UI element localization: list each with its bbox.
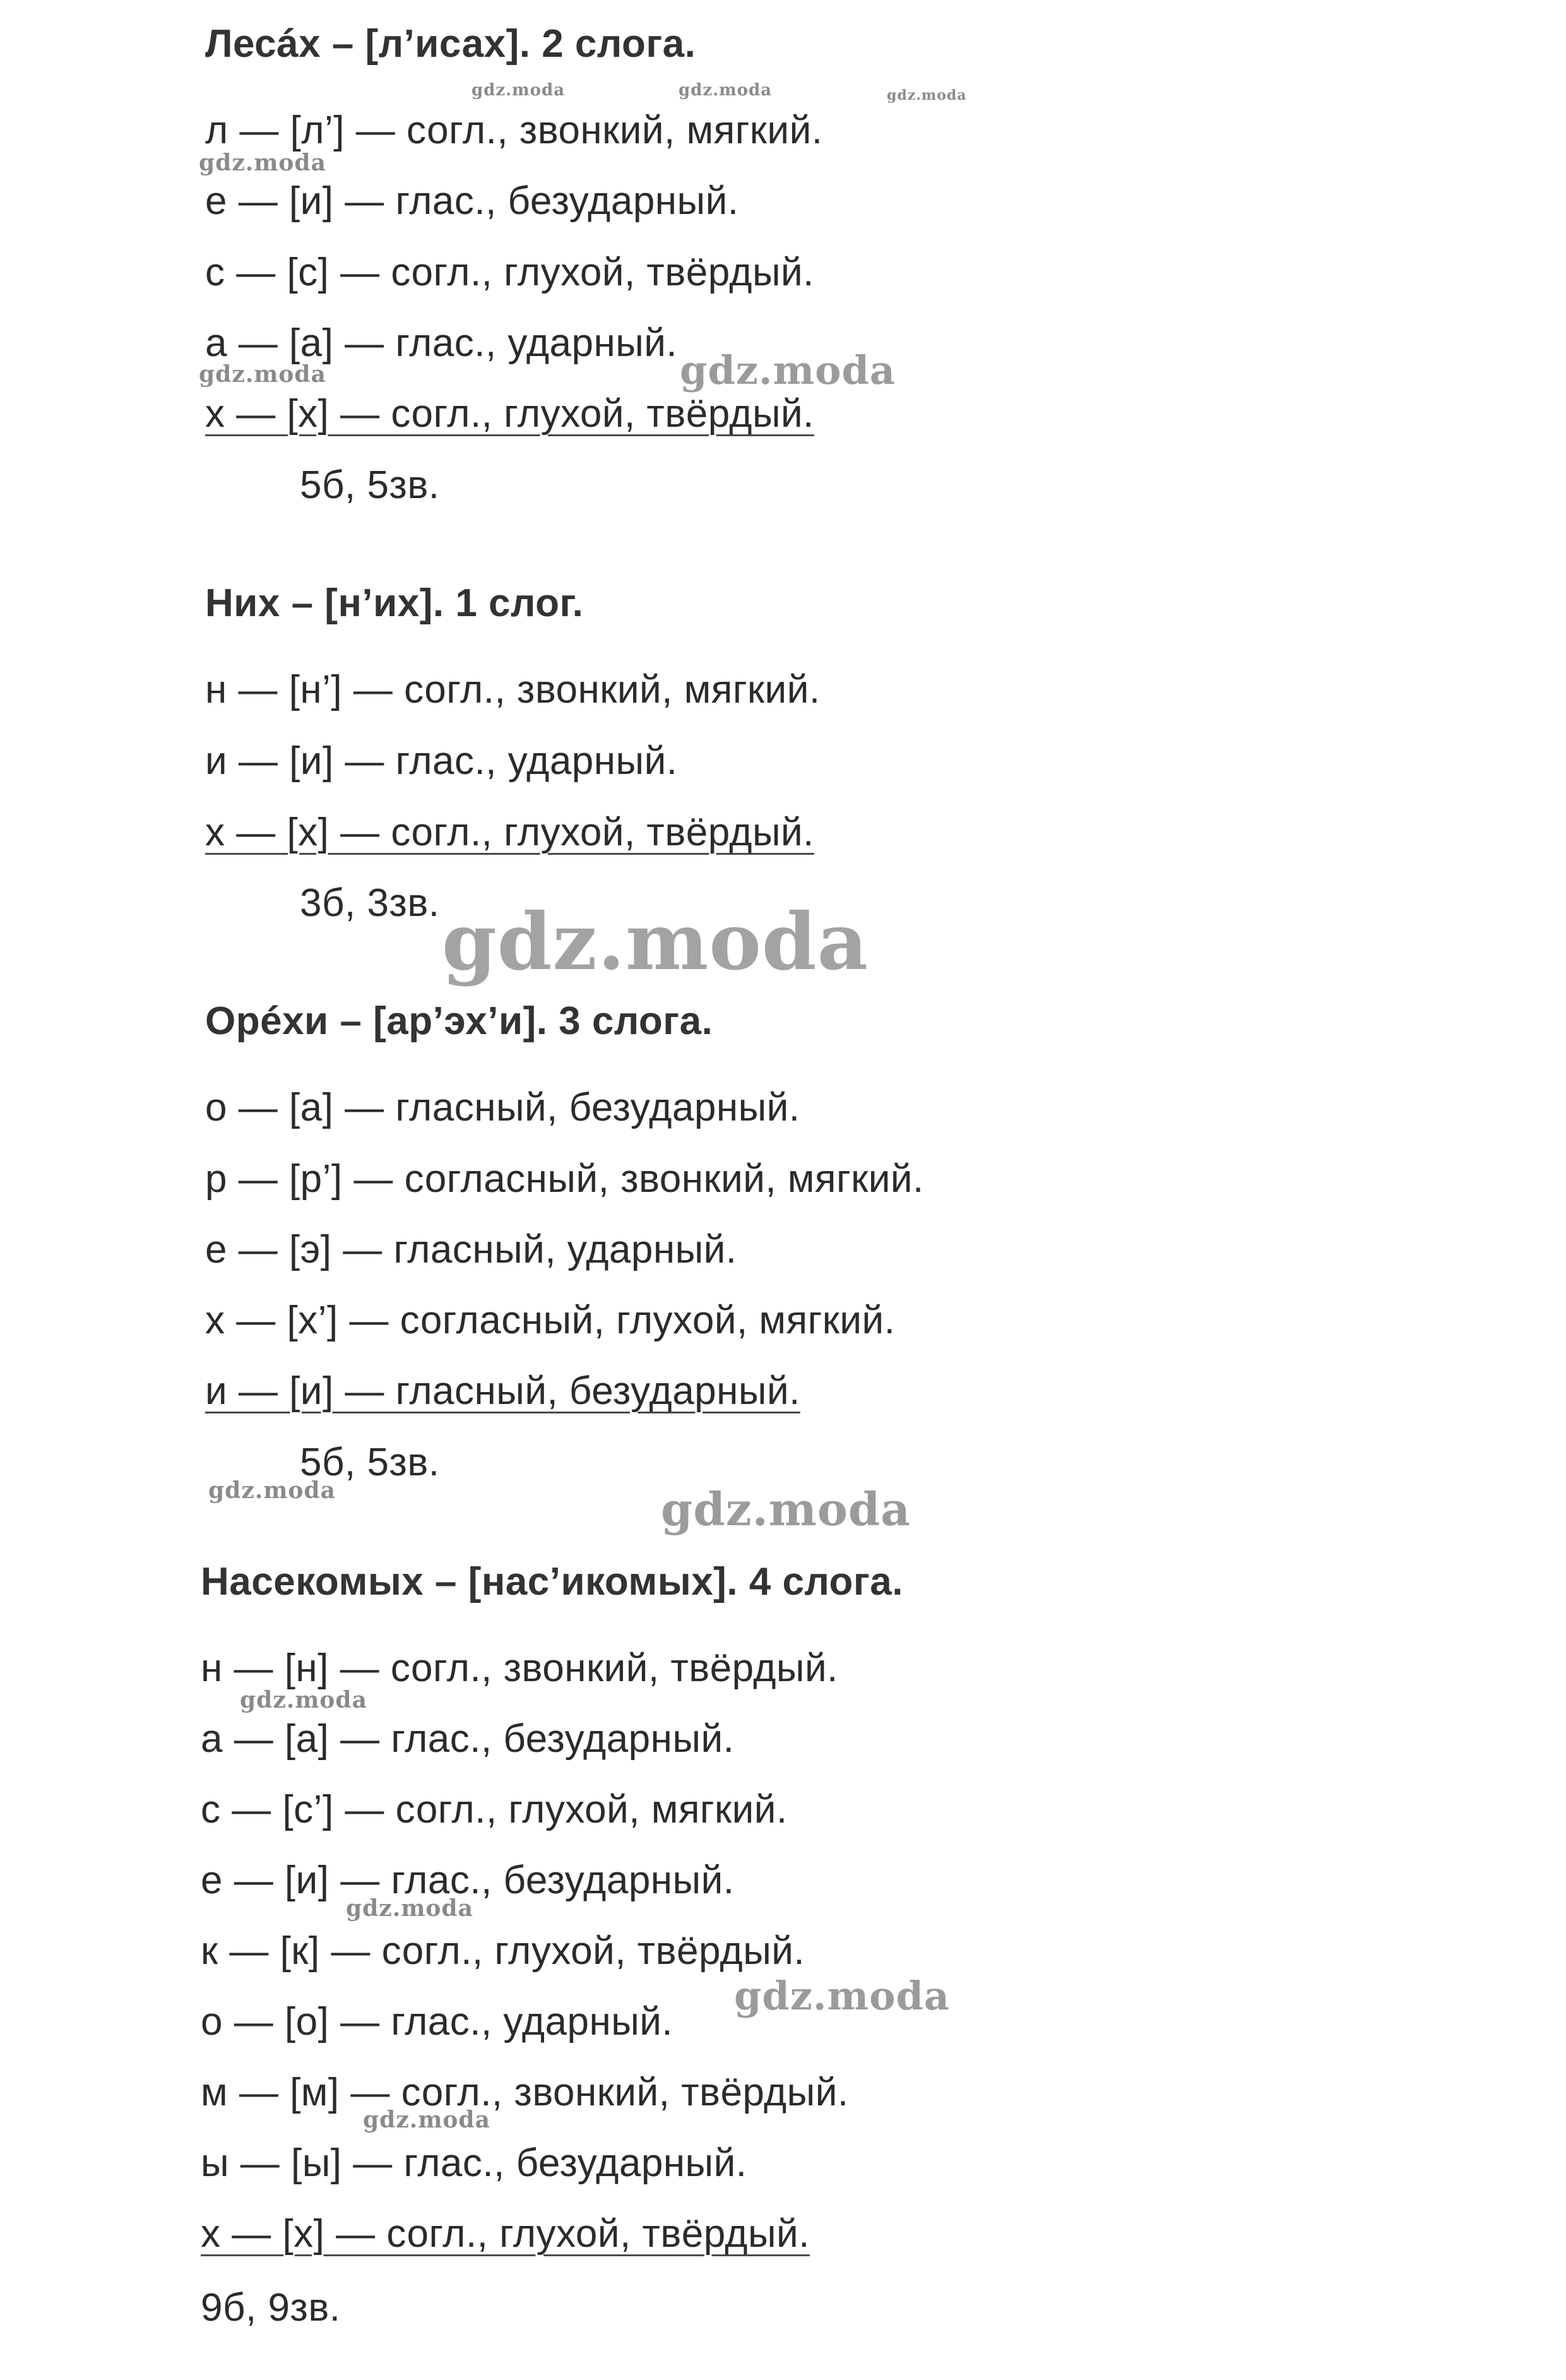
sound-line: н — [н] — согл., звонкий, твёрдый.	[201, 1646, 838, 1690]
sound-line: х — [х’] — согласный, глухой, мягкий.	[205, 1299, 896, 1342]
watermark: gdz.moda	[887, 87, 967, 104]
watermark: gdz.moda	[208, 1477, 336, 1504]
sound-line-last: х — [х] — согл., глухой, твёрдый.	[201, 2212, 810, 2256]
sound-line: к — [к] — согл., глухой, твёрдый.	[201, 1929, 805, 1973]
word-heading: Них – [н’их]. 1 слог.	[205, 581, 584, 625]
sound-line: н — [н’] — согл., звонкий, мягкий.	[205, 668, 821, 711]
sound-line: м — [м] — согл., звонкий, твёрдый.	[201, 2071, 849, 2114]
sound-line-last: х — [х] — согл., глухой, твёрдый.	[205, 811, 814, 854]
watermark: gdz.moda	[240, 1687, 367, 1713]
letter-sound-count: 5б, 5зв.	[300, 1441, 440, 1484]
sound-line: с — [с’] — согл., глухой, мягкий.	[201, 1788, 788, 1831]
watermark: gdz.moda	[472, 81, 566, 100]
letter-sound-count: 5б, 5зв.	[300, 463, 440, 507]
watermark: gdz.moda	[199, 150, 326, 176]
sound-line: с — [с] — согл., глухой, твёрдый.	[205, 251, 814, 294]
sound-line: е — [э] — гласный, ударный.	[205, 1228, 737, 1271]
word-heading: Насекомых – [нас’икомых]. 4 слога.	[201, 1560, 903, 1604]
watermark: gdz.moda	[734, 1973, 950, 2019]
sound-line: р — [р’] — согласный, звонкий, мягкий.	[205, 1157, 924, 1201]
sound-line: ы — [ы] — глас., безударный.	[201, 2141, 747, 2185]
word-heading: Лесáх – [л’исах]. 2 слога.	[205, 22, 696, 66]
watermark: gdz.moda	[346, 1895, 473, 1922]
sound-line: л — [л’] — согл., звонкий, мягкий.	[205, 109, 823, 152]
sound-line: а — [а] — глас., ударный.	[205, 321, 678, 365]
watermark: gdz.moda	[680, 347, 896, 393]
sound-line: о — [о] — глас., ударный.	[201, 2000, 673, 2044]
sound-line: о — [а] — гласный, безударный.	[205, 1086, 800, 1129]
sound-line-last: х — [х] — согл., глухой, твёрдый.	[205, 392, 814, 436]
watermark: gdz.moda	[363, 2107, 490, 2133]
watermark: gdz.moda	[199, 361, 326, 388]
sound-line: е — [и] — глас., безударный.	[205, 179, 739, 223]
watermark: gdz.moda	[442, 896, 869, 988]
watermark: gdz.moda	[661, 1482, 911, 1536]
watermark: gdz.moda	[679, 81, 773, 100]
sound-line-last: и — [и] — гласный, безударный.	[205, 1369, 800, 1413]
sound-line: и — [и] — глас., ударный.	[205, 739, 678, 783]
sound-line: а — [а] — глас., безударный.	[201, 1717, 735, 1761]
letter-sound-count: 9б, 9зв.	[201, 2286, 341, 2329]
letter-sound-count: 3б, 3зв.	[300, 881, 440, 925]
sound-line: е — [и] — глас., безударный.	[201, 1859, 735, 1902]
word-heading: Орéхи – [ар’эх’и]. 3 слога.	[205, 999, 713, 1043]
